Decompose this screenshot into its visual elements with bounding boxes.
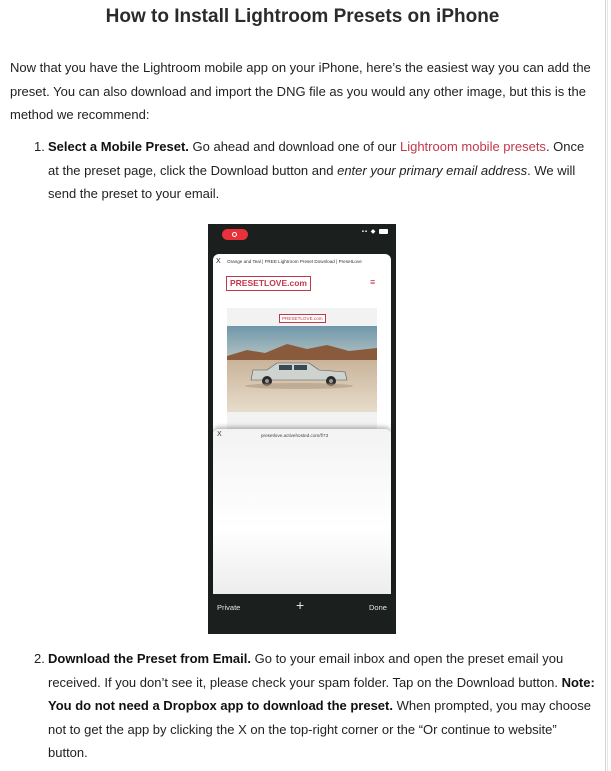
mobile-presets-link[interactable]: Lightroom mobile presets bbox=[399, 139, 546, 154]
private-button[interactable]: Private bbox=[217, 603, 241, 612]
battery-icon bbox=[379, 229, 388, 234]
page-edge bbox=[605, 0, 606, 771]
step-text: . Once at the preset page, click the Download button and bbox=[48, 139, 585, 178]
record-indicator bbox=[222, 229, 248, 240]
step-text: Go to your email inbox and open the preset email you received. If you don’t see it, please check your spam folder. Tap on the Download button. bbox=[48, 651, 564, 690]
tab-title: Orange and Teal | FREE Lightroom Preset Download | PresetLove bbox=[227, 259, 362, 264]
browser-tab-card[interactable] bbox=[213, 429, 391, 594]
page-edge bbox=[607, 0, 608, 771]
browser-tab-card[interactable] bbox=[213, 254, 391, 454]
close-tab-icon[interactable]: X bbox=[217, 431, 222, 438]
step-heading: Select a Mobile Preset. bbox=[48, 139, 189, 154]
status-icons bbox=[362, 228, 388, 235]
step-number: 2. bbox=[34, 651, 45, 666]
car-photo bbox=[227, 326, 377, 412]
step-note: Note: You do not need a Dropbox app to download the preset. bbox=[48, 674, 595, 713]
step-body bbox=[48, 647, 596, 765]
record-dot-icon bbox=[232, 232, 237, 237]
done-button[interactable]: Done bbox=[369, 603, 387, 612]
preview-logo: PRESETLOVE.com bbox=[279, 314, 326, 323]
step-text: Go ahead and download one of our bbox=[188, 139, 400, 154]
step-1 bbox=[34, 135, 596, 206]
step-heading: Download the Preset from Email. bbox=[48, 651, 251, 666]
preset-preview-image bbox=[227, 308, 377, 430]
signal-icon: ▪▪ bbox=[361, 229, 369, 235]
step-body bbox=[48, 135, 596, 206]
new-tab-button[interactable]: + bbox=[296, 597, 305, 613]
tab-switcher-toolbar bbox=[208, 594, 396, 634]
step-text: . We will send the preset to your email. bbox=[48, 162, 576, 201]
step-2 bbox=[34, 647, 596, 765]
step-text: When prompted, you may choose not to get the app by clicking the X on the top-right corner or the “Or continue to website” button. bbox=[48, 698, 591, 760]
hamburger-menu-icon[interactable]: ≡ bbox=[370, 277, 376, 287]
page-title: How to Install Lightroom Presets on iPhone bbox=[105, 6, 500, 27]
step-emphasis: enter your primary email address bbox=[337, 162, 528, 178]
intro-paragraph: Now that you have the Lightroom mobile app on your iPhone, here’s the easiest way you can add the preset. You can also download and import the DNG file as you would any other image, but this is the method we recommend: bbox=[10, 60, 591, 122]
phone-screenshot bbox=[208, 224, 396, 634]
step-number: 1. bbox=[34, 139, 45, 154]
close-tab-icon[interactable]: X bbox=[216, 258, 221, 265]
wifi-icon: ◆ bbox=[370, 229, 377, 235]
site-logo: PRESETLOVE.com bbox=[226, 276, 311, 291]
tab-url: presetlove.activehosted.com/f/73 bbox=[261, 433, 329, 438]
